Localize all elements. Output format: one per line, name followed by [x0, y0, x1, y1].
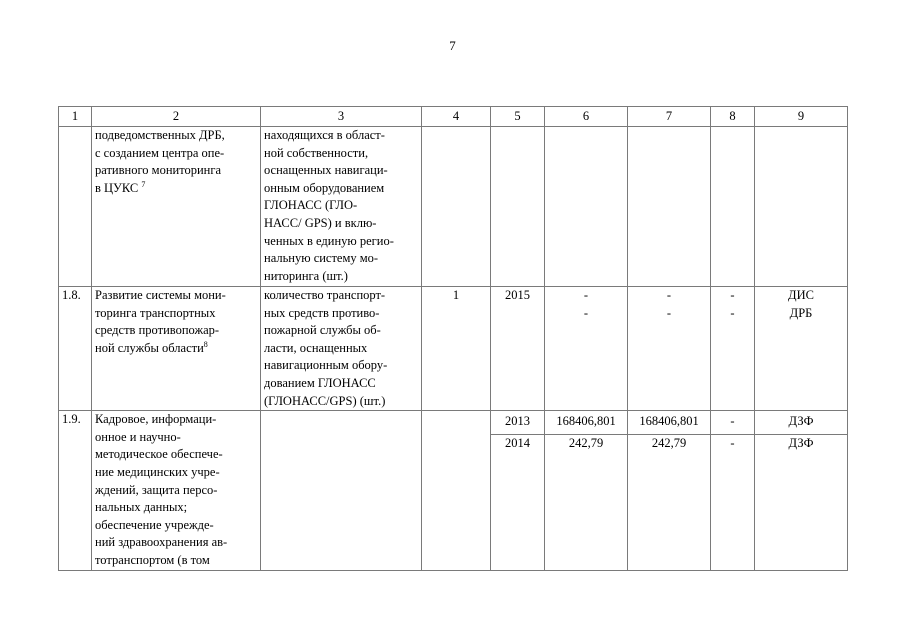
- table-row-1-9: [59, 411, 848, 435]
- header-row: [59, 107, 848, 127]
- table-cell: [491, 127, 545, 287]
- measure-name-cell: Кадровое, информаци- онное и научно- методическое обеспече- ние медицинских учре- ждений, защита персо- нальных данных; обеспечение учрежде- ний здравоохранения ав- тотранспортом (в том: [92, 411, 261, 570]
- table-cell: [628, 127, 711, 287]
- footnote-ref: 8: [203, 339, 208, 349]
- year-cell: 2013: [491, 411, 545, 435]
- header-cell: 6: [545, 107, 628, 127]
- row-number-cell: 1.9.: [59, 411, 92, 570]
- header-cell: 2: [92, 107, 261, 127]
- program-table: [58, 106, 848, 571]
- amount-cell: -: [711, 434, 755, 570]
- page-number: 7: [449, 38, 456, 53]
- executor-cell: ДЗФ: [755, 434, 848, 570]
- value-cell: 1: [422, 287, 491, 411]
- measure-name-text: подведомственных ДРБ, с созданием центра опе- ративного мониторинга в ЦУКС: [95, 128, 225, 195]
- header-cell: 1: [59, 107, 92, 127]
- indicator-cell: [261, 411, 422, 570]
- header-cell: 4: [422, 107, 491, 127]
- amount-cell: -: [711, 411, 755, 435]
- measure-name-cell: [92, 127, 261, 287]
- header-cell: 8: [711, 107, 755, 127]
- table-cell: [422, 127, 491, 287]
- executor-cell: ДЗФ: [755, 411, 848, 435]
- amount-cell: 242,79: [545, 434, 628, 570]
- header-cell: 3: [261, 107, 422, 127]
- header-cell: 5: [491, 107, 545, 127]
- year-cell: 2014: [491, 434, 545, 570]
- table-row-continuation: [59, 127, 848, 287]
- amount-cell: 168406,801: [628, 411, 711, 435]
- indicator-cell: количество транспорт- ных средств противо- пожарной службы об- ласти, оснащенных навигационным обору- дованием ГЛОНАСС (ГЛОНАСС/GPS) (шт.): [261, 287, 422, 411]
- measure-name-text: Развитие системы мони- торинга транспортных средств противопожар- ной службы области: [95, 288, 226, 355]
- header-cell: 9: [755, 107, 848, 127]
- amount-cell: - -: [628, 287, 711, 411]
- amount-cell: 168406,801: [545, 411, 628, 435]
- indicator-cell: находящихся в област- ной собственности, оснащенных навигаци- онным оборудованием ГЛОНАСС (ГЛО- НАСС/ GPS) и вклю- ченных в единую регио- нальную систему мо- ниторинга (шт.): [261, 127, 422, 287]
- table-cell: [755, 127, 848, 287]
- amount-cell: 242,79: [628, 434, 711, 570]
- measure-name-cell: [92, 287, 261, 411]
- value-cell: [422, 411, 491, 570]
- table-cell: [545, 127, 628, 287]
- table-cell: [711, 127, 755, 287]
- row-number-cell: 1.8.: [59, 287, 92, 411]
- year-cell: 2015: [491, 287, 545, 411]
- row-number-cell: [59, 127, 92, 287]
- amount-cell: - -: [711, 287, 755, 411]
- header-cell: 7: [628, 107, 711, 127]
- footnote-ref: 7: [141, 179, 146, 189]
- table-row-1-8: [59, 287, 848, 411]
- executor-cell: ДИС ДРБ: [755, 287, 848, 411]
- amount-cell: - -: [545, 287, 628, 411]
